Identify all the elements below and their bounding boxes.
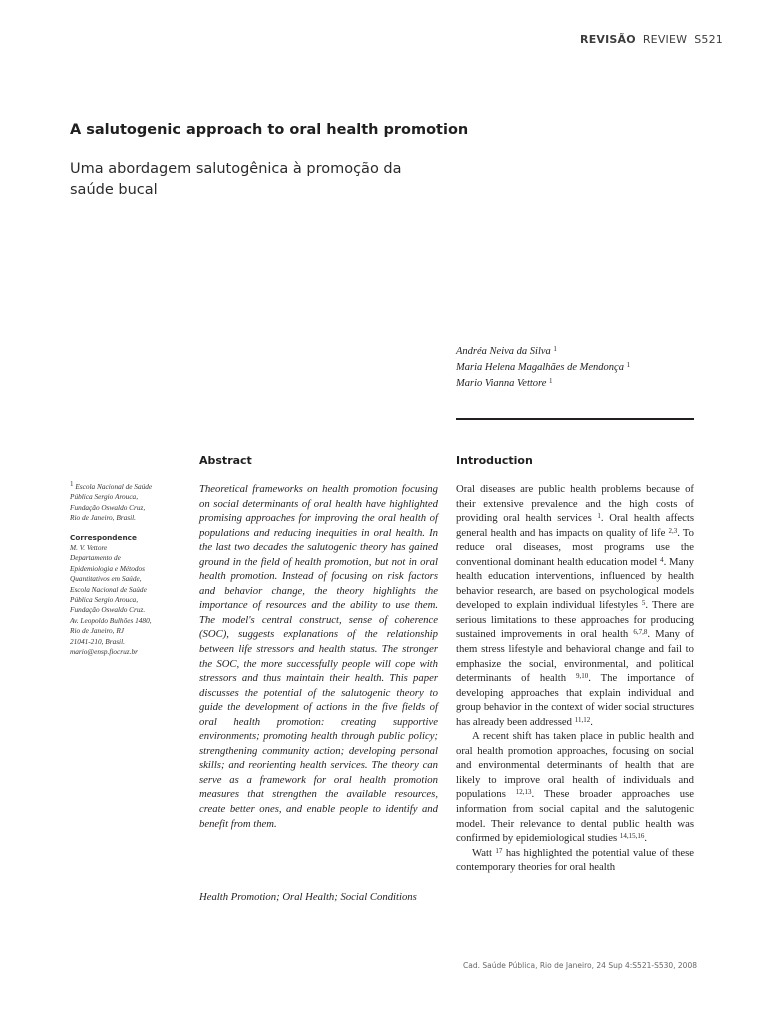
citation-reference: 5 <box>641 599 646 608</box>
author-name: Maria Helena Magalhães de Mendonça $^1$ <box>456 361 631 373</box>
text-line: Rio de Janeiro, Brasil. <box>70 513 136 523</box>
citation-reference: 2,3 <box>668 526 678 535</box>
author-name: Andréa Neiva da Silva $^1$ <box>456 345 557 357</box>
text-line: 21041-210, Brasil. <box>70 636 125 646</box>
citation-reference: 12,13 <box>515 788 532 797</box>
affiliation-column <box>70 482 180 658</box>
citation-reference: 17 <box>495 846 503 855</box>
text-line: Epidemiologia e Métodos <box>70 563 145 573</box>
citation-reference: 11,12 <box>574 715 591 724</box>
affiliation-text <box>70 482 152 522</box>
text-line: Pública Sergio Arouca, <box>70 595 139 605</box>
citation-footer: Cad. Saúde Pública, Rio de Janeiro, 24 Sup 4:S521-S530, 2008 <box>463 961 697 970</box>
text-line: Av. Leopoldo Bulhões 1480, <box>70 615 152 625</box>
abstract-text: Theoretical frameworks on health promotion focusing on social determinants of oral health have highlighted promising approaches for improving the oral health of populations and reducing inequities in oral health. In the last two decades the salutogenic theory has gained ground in the field of health promotion, but not in oral health promotion. Instead of focusing on risk factors and behavior change, the theory highlights the importance of resources and the ability to use them. The model's central construct, sense of coherence (SOC), suggests explanations of the relationship between life stressors and health status. The stronger the SOC, the more successfully people will cope with stressors and thus maintain their health. This paper discusses the potential of the salutogenic theory to guide the development of actions in the five fields of oral health promotion: creating supportive environments; promoting health through public policy; strengthening community action; developing personal skills; and reorienting health services. The theory can serve as a framework for oral health promotion measures that strengthen the available resources, create better ones, and enable people to identify and benefit from them. <box>199 483 438 830</box>
correspondence-text <box>70 543 180 657</box>
text-line: Fundação Oswaldo Cruz, <box>70 502 146 512</box>
running-head-page: S521 <box>694 33 723 46</box>
affiliation <box>70 482 180 524</box>
author-affiliation-marker: 1 <box>553 345 557 353</box>
text-line: Quantitativos em Saúde, <box>70 574 142 584</box>
text-line[interactable]: mario@ensp.fiocruz.br <box>70 647 138 657</box>
text-line: Escola Nacional de Saúde <box>70 584 147 594</box>
author-list <box>456 344 696 392</box>
running-head <box>580 33 723 46</box>
text-line: Pública Sergio Arouca, <box>70 492 139 502</box>
abstract-keywords: Health Promotion; Oral Health; Social Conditions <box>199 891 417 903</box>
introduction-heading: Introduction <box>456 454 533 467</box>
text-line: M. V. Vettore <box>70 543 108 553</box>
citation-reference: 6,7,8 <box>633 628 648 637</box>
citation-reference: 9,10 <box>575 672 589 681</box>
introduction-paragraph: Oral diseases are public health problems because of their extensive prevalence and the high costs of providing oral health services $^1$. Oral health affects general health and has impacts on quality of life $^{2,3}$. To reduce oral diseases, most programs use the conventional dominant health education model $^4$. Many health education interventions, influenced by health behavior research, are based on psychological models developed to explain individual lifestyles $^5$. There are serious limitations to these approaches for producing sustained improvements in oral health $^{6,7,8}$. Many of them stress lifestyle and behavioral change and fail to emphasize the social, environmental, and political determinants of health $^{9,10}$. The importance of developing approaches that explain individual and group behavior in the context of wider social structures has already been addressed $^{11,12}$. <box>456 483 695 728</box>
introduction-paragraph: Watt $^{17}$ has highlighted the potential value of these contemporary theories for oral health <box>456 846 694 874</box>
article-title: A salutogenic approach to oral health promotion <box>70 122 469 138</box>
running-head-section: REVISÃO <box>580 33 636 46</box>
introduction-text <box>456 482 694 875</box>
text-line: Rio de Janeiro, RJ <box>70 626 125 636</box>
text-line: Escola Nacional de Saúde <box>75 482 153 491</box>
text-line: Departamento de <box>70 553 121 563</box>
author-affiliation-marker: 1 <box>549 377 553 385</box>
author-divider-rule <box>456 418 694 420</box>
article-title-portuguese: Uma abordagem salutogênica à promoção da saúde bucal <box>70 161 402 198</box>
author-name: Mario Vianna Vettore $^1$ <box>456 377 553 389</box>
text-line: Fundação Oswaldo Cruz. <box>70 605 146 615</box>
author-affiliation-marker: 1 <box>626 361 631 369</box>
citation-reference: 4 <box>660 555 664 564</box>
correspondence-heading: Correspondence <box>70 532 137 542</box>
running-head-section-en: REVIEW <box>642 33 688 46</box>
introduction-paragraph: A recent shift has taken place in public health and oral health promotion approaches, focusing on social and environmental determinants of health that are likely to improve oral health of individuals and populations $^{12,13}$. These broader approaches use information from social capital and the salutogenic model. Their relevance to dental public health was confirmed by epidemiological studies $^{14,15,16}$. <box>456 730 695 845</box>
citation-reference: 14,15,16 <box>619 832 645 841</box>
citation-reference: 1 <box>597 512 601 521</box>
abstract-heading: Abstract <box>199 454 252 467</box>
affiliation-marker: 1 <box>70 480 74 488</box>
